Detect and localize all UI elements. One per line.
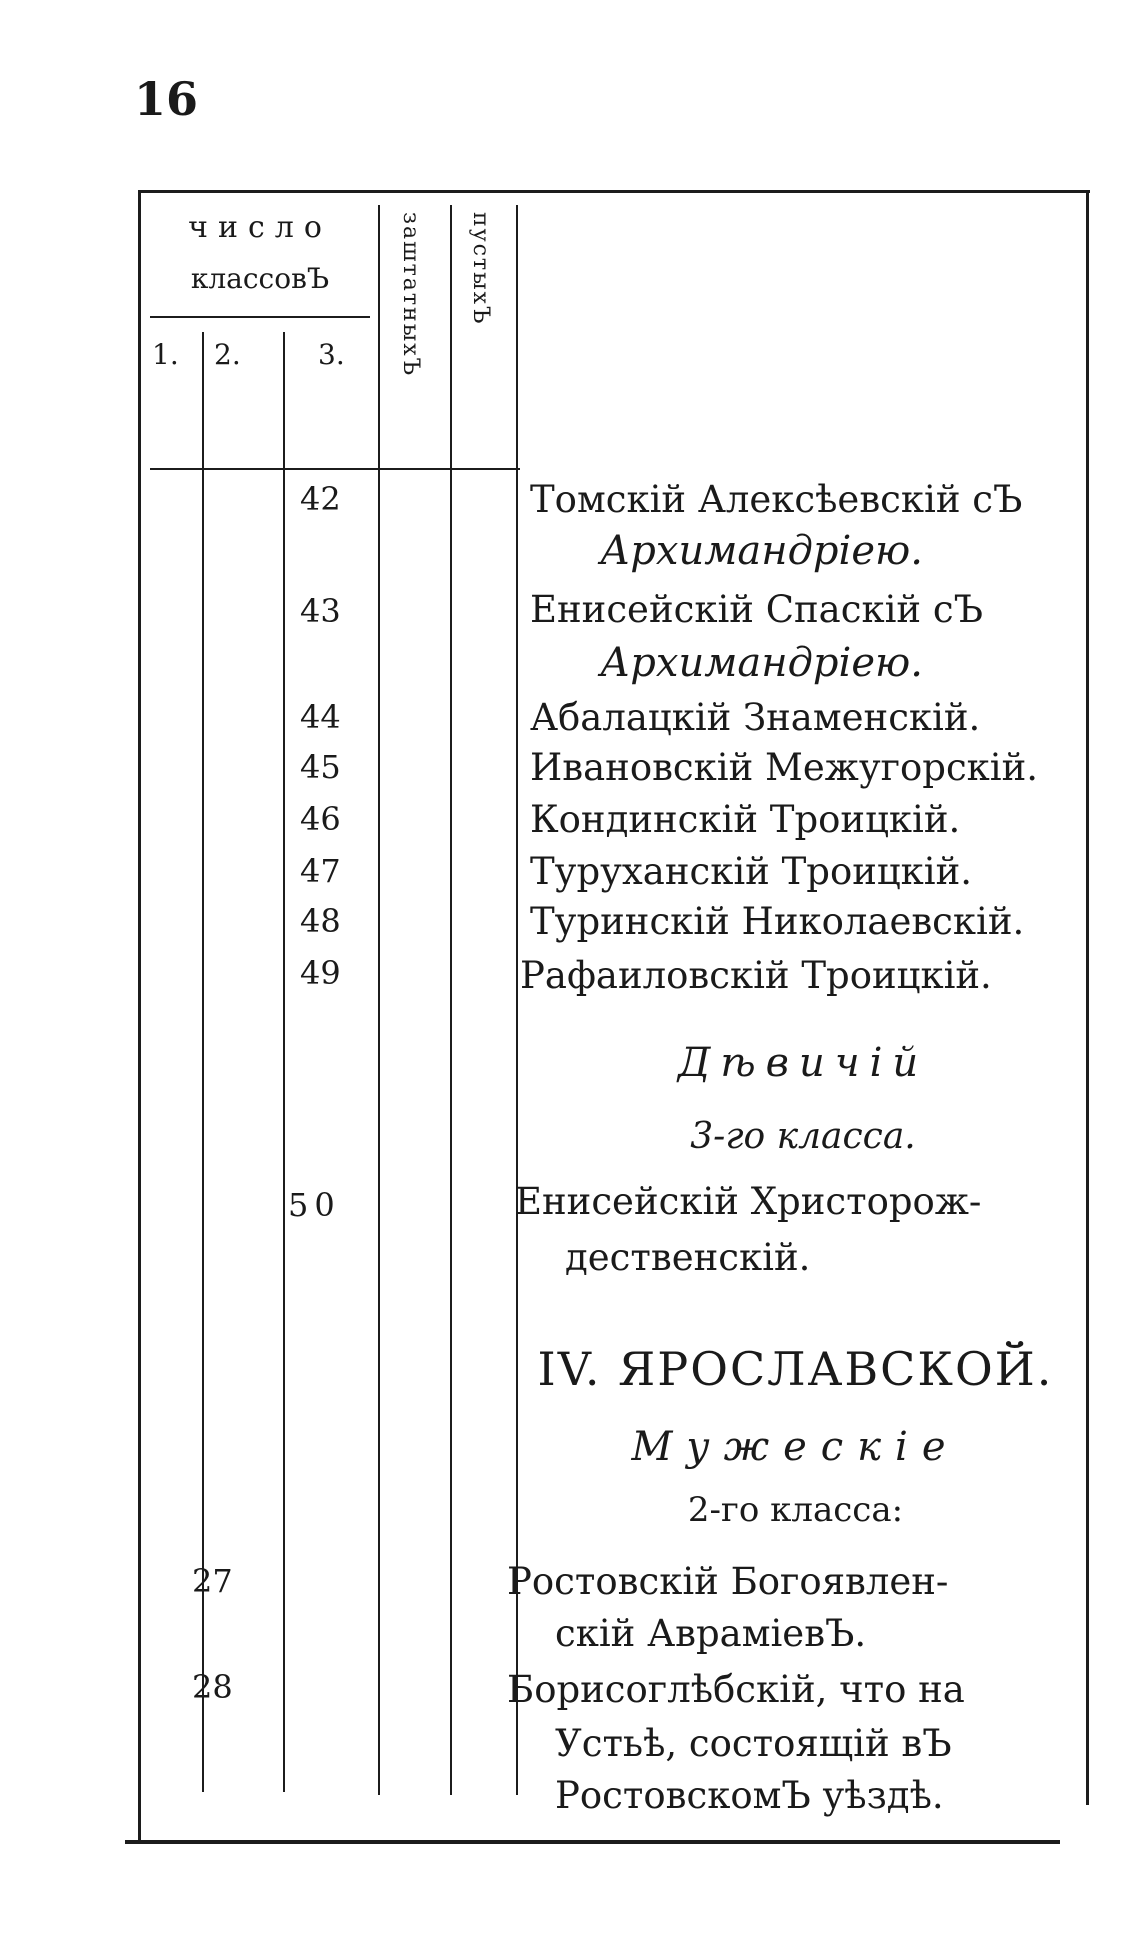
vertical-header-1: заштатныхЪ — [398, 212, 423, 378]
top-rule — [140, 190, 1090, 193]
row-number: 27 — [192, 1562, 233, 1600]
col-divider-v2-text — [516, 205, 518, 1795]
entry-text: Рафаиловскій Троицкій. — [520, 954, 992, 997]
left-border — [138, 190, 141, 1840]
entry-text: Енисейскій Спаскій сЪ — [530, 588, 983, 631]
row-number: 46 — [300, 800, 341, 838]
col-divider-v1-v2 — [450, 205, 452, 1795]
header-sub-rule — [150, 316, 370, 318]
page-number: 16 — [134, 72, 199, 126]
col1-header: 1. — [152, 338, 179, 371]
bottom-rule — [125, 1840, 1060, 1844]
entry-text: Туринскій Николаевскій. — [530, 900, 1025, 943]
entry-text: Ивановскій Межугорскій. — [530, 746, 1039, 789]
entry-text: Кондинскій Троицкій. — [530, 798, 961, 841]
row-number: 43 — [300, 592, 341, 630]
entry-text: РостовскомЪ уѣздѣ. — [555, 1774, 944, 1817]
entry-text: Туруханскій Троицкій. — [530, 850, 973, 893]
entry-text: Абалацкій Знаменскій. — [530, 696, 981, 739]
col-divider-3-v1 — [378, 205, 380, 1795]
count-title-line2: классовЪ — [190, 262, 330, 295]
class-label: 2-го класса: — [687, 1490, 904, 1530]
section-heading: IV. ЯРОСЛАВСКОЙ. — [537, 1342, 1054, 1396]
entry-text: Ростовскій Богоявлен- — [507, 1560, 949, 1603]
row-number: 47 — [300, 852, 341, 890]
entry-italic: Архимандріею. — [600, 640, 923, 686]
row-number: 48 — [300, 902, 341, 940]
col3-header: 3. — [318, 338, 345, 371]
section-subheading: Мужескіе — [631, 1424, 960, 1470]
vertical-header-2: пустыхЪ — [468, 212, 493, 326]
entry-italic: Архимандріею. — [600, 528, 923, 574]
entry-text: Томскій Алексѣевскій сЪ — [530, 478, 1023, 521]
class-label: 3-го класса. — [690, 1116, 916, 1157]
entry-text: дественскій. — [565, 1236, 811, 1279]
row-number: 49 — [300, 954, 341, 992]
entry-text: Енисейскій Христорож- — [515, 1180, 982, 1223]
count-title-line1: число — [188, 210, 332, 245]
section-title: Дѣвичій — [677, 1040, 929, 1086]
row-number: 28 — [192, 1668, 233, 1706]
row-number: 50 — [288, 1186, 341, 1224]
entry-text: Борисоглѣбскій, что на — [507, 1668, 965, 1711]
col2-header: 2. — [214, 338, 241, 371]
entry-text: Устьѣ, состоящій вЪ — [555, 1722, 952, 1765]
row-number: 44 — [300, 698, 341, 736]
row-number: 42 — [300, 480, 341, 518]
entry-text: скій АвраміевЪ. — [555, 1612, 867, 1655]
right-border — [1086, 190, 1089, 1805]
header-bottom-rule — [150, 468, 520, 470]
row-number: 45 — [300, 748, 341, 786]
col-divider-2-3 — [283, 332, 285, 1792]
